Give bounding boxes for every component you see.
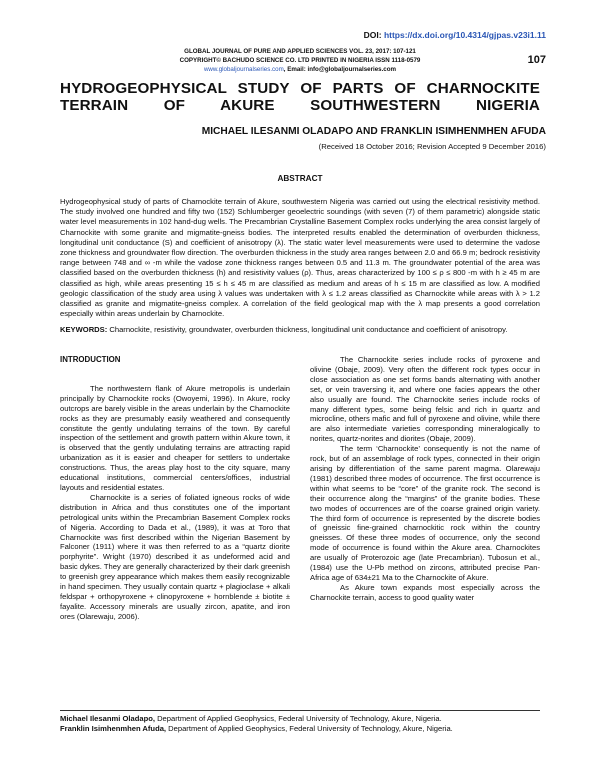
- journal-website-link[interactable]: www.globaljournalseries.com: [203, 65, 284, 73]
- author-affiliations: [60, 714, 540, 734]
- journal-copyright-line: COPYRIGHT© BACHUDO SCIENCE CO. LTD PRINTED IN NIGERIA ISSN 1118-0579: [179, 56, 421, 64]
- paper-authors: MICHAEL ILESANMI OLADAPO AND FRANKLIN ISIMHENMHEN AFUDA: [201, 126, 546, 137]
- received-dates: (Received 18 October 2016; Revision Accepted 9 December 2016): [318, 142, 546, 151]
- affiliation-detail: Department of Applied Geophysics, Federal University of Technology, Akure, Nigeria.: [154, 714, 442, 723]
- body-paragraph: As Akure town expands most especially across the Charnockite terrain, access to good quality water: [310, 582, 540, 602]
- body-paragraph: The Charnockite series include rocks of pyroxene and olivine (Obaje, 2009). Very often the different rock types occur in close association as one set forms bands alternating with another set, or vein traversing it, and where one facies appears the other also usually are found. The Charnockite series include rocks of many different types, some being felsic and rich in quartz and microcline, others mafic and full of pyroxene and olivine, while there are also intermediate varieties corresponding mineralogically to norites, quartz-norites and diorites (Obaje, 2009).: [310, 355, 540, 444]
- body-paragraph: The term ‘Charnockite’ consequently is not the name of rock, but of an assemblage of rock types, connected in their origin arising by differentiation of the same parent magma. Olarewaju (1981) described three modes of occurrence. The first occurrence is within what seems to be “core” of the granite rock. The second is their occurrence along the “margins” of the granite bodies. These two modes of occurrences are of the coarse grained origin variety. The third form of occurrence is represented by the discrete bodies of gneissic fine-grained charnockitic rock within the country gneisses. Of these three modes of occurrence, only the second mode of occurrence is found within the Akure area. Charnockites are usually of Proterozoic age (late Precambrian). Tubosun et al., (1984) use the U-Pb method on zircons, attributed precise Pan-Africa age of 634±21 Ma to the Charnockite of Akure.: [310, 444, 540, 582]
- affiliation-entry: [60, 724, 540, 734]
- page-number: 107: [527, 54, 546, 66]
- affiliation-name: Franklin Isimhenmhen Afuda,: [60, 724, 167, 733]
- journal-contact-line: [60, 66, 540, 75]
- affiliation-name: Michael Ilesanmi Oladapo,: [60, 714, 155, 723]
- left-column: [60, 355, 290, 622]
- right-column: [310, 355, 540, 603]
- journal-title-line: GLOBAL JOURNAL OF PURE AND APPLIED SCIENCES VOL. 23, 2017: 107-121: [184, 48, 416, 55]
- abstract-text: Hydrogeophysical study of parts of Charnockite terrain of Akure, southwestern Nigeria was carried out using the electrical resistivity method. The study involved one hundred and fifty two (152) Schlumberger geoelectric soundings (with seven (7) of them parametric) alongside static water level measurements in 102 hand-dug wells. The Precambrian Crystalline Basement Complex rocks underlying the area consist largely of Charnockite with some granite and migmatite-gneiss bodies. The interpreted results enabled the determination of overburden thickness, longitudinal unit conductance (S) and coefficient of anisotropy (λ). The static water level measurements were used to determine the vadose zone thickness and groundwater flow direction. The overburden thickness in the study area ranges between 2.0 and 66.9 m; bedrock resistivity range between 748 and ∞ -m while the vadose zone thickness ranges between 0.5 and 11.3 m. The groundwater potential of the area was classified based on the overburden thickness (h) and resistivity values (ρ). Thus, areas characterized by 100 ≤ ρ ≤ 800 -m with h ≥ 45 m are classified as high, while areas presenting 15 ≤ h ≤ 45 m are classified as medium and areas of h ≤ 15 m are classified as low. A modified geologic classification of the study area using λ values was undertaken with λ ≤ 1.2 areas classified as Charnockite while areas with λ > 1.2 classified as granite and migmatite-gneiss complex. A correlation of the field geological map with the λ map presents a good correlation especially within areas underlain by Charnockite.: [60, 197, 540, 319]
- doi-prefix: DOI:: [363, 30, 384, 40]
- journal-email: , Email: info@globaljournalseries.com: [283, 65, 397, 73]
- intro-paragraph: Charnockite is a series of foliated igneous rocks of wide distribution in Africa and thus constitutes one of the important petrological units within the Precambrian Basement Complex rocks of Nigeria. According to Dada et al., (1989), it was at Toro that Charnockite was first described within the Nigerian Basement by Falconer (1911) where it was then referred to as a “quartz diorite porphyrite”. Wright (1970) described it as undeformed acid and basic dykes. They are generally characterized by their dark greenish to greenish grey appearance which makes them easily recognizable in hand specimen. They usually contain quartz + plagioclase + alkali feldspar + orthopyroxene + clinopyroxene + hornblende ± biotite ± fayalite. Accessory minerals are usually zircon, apatite, and iron ores (Olarewaju, 2006).: [60, 492, 290, 621]
- affiliation-entry: [60, 714, 540, 724]
- intro-paragraph: The northwestern flank of Akure metropolis is underlain principally by Charnockite rocks (Owoyemi, 1996). In Akure, rocky outcrops are barely visible in the areas underlain by the Charnockite rocks as they are presumably easily weathered and consequently constitute the gently undulating terrains of the town. By careful inspection of the settlement and growth pattern within Akure town, it is observed that the gently undulating terrains are attracting rapid urbanization as it is easier and cheaper for settlers to undertake constructions. Thus, the areas play host to the city square, many educational institutions, commercial centers/offices, industrial layouts and residential estates.: [60, 383, 290, 492]
- journal-header: [60, 48, 540, 74]
- doi-line: [364, 30, 546, 40]
- affiliation-detail: Department of Applied Geophysics, Federal University of Technology, Akure, Nigeria.: [166, 724, 453, 733]
- footer-divider: [60, 710, 540, 711]
- keywords-label: KEYWORDS:: [60, 325, 108, 334]
- keywords-text: Charnockite, resistivity, groundwater, overburden thickness, longitudinal unit conductance and coefficient of anisotropy.: [109, 325, 508, 334]
- paper-title: HYDROGEOPHYSICAL STUDY OF PARTS OF CHARNOCKITE TERRAIN OF AKURE SOUTHWESTERN NIGERIA: [60, 80, 540, 114]
- doi-link[interactable]: https://dx.doi.org/10.4314/gjpas.v23i1.11: [383, 30, 546, 40]
- keywords: [60, 325, 540, 335]
- introduction-heading: INTRODUCTION: [60, 355, 121, 364]
- abstract-heading: ABSTRACT: [277, 174, 323, 183]
